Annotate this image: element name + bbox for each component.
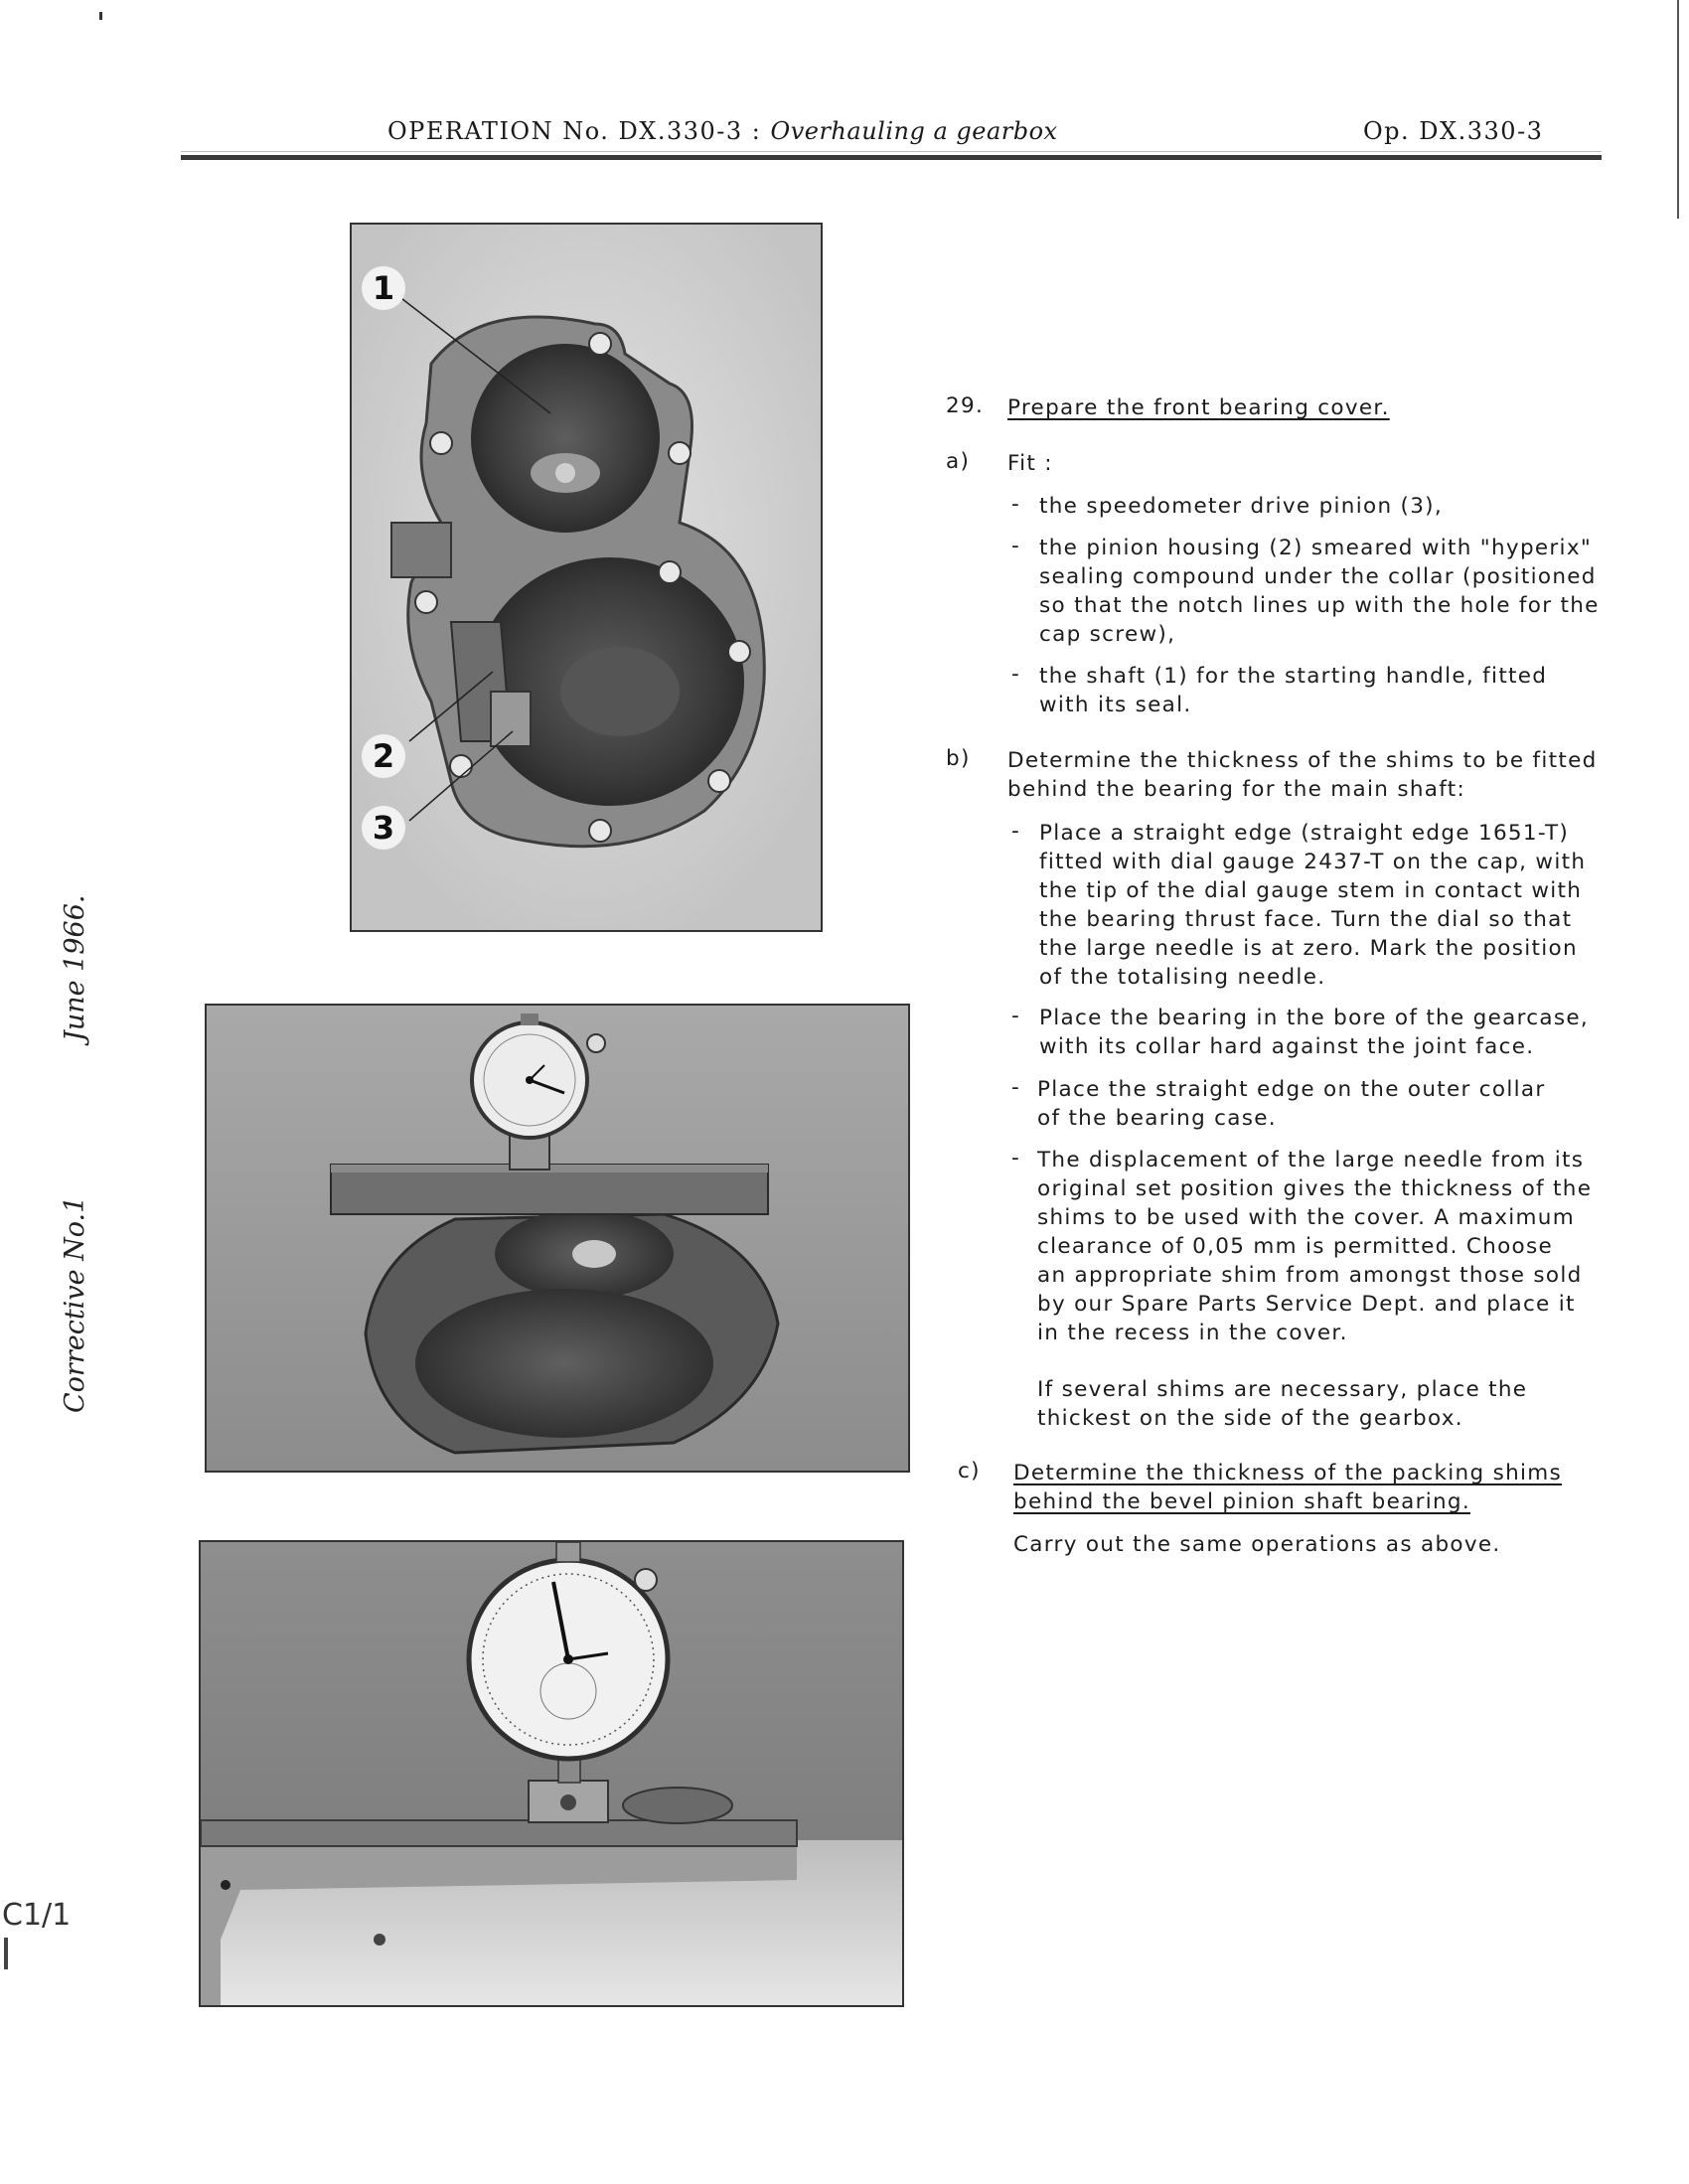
dial-gauge-on-cap-photo <box>205 1004 910 1473</box>
step-a-text: Fit : <box>1007 451 1053 476</box>
step-c-title-line-2: behind the bevel pinion shaft bearing. <box>1013 1489 1470 1514</box>
step-b-item-4-line-4: clearance of 0,05 mm is permitted. Choose <box>1037 1234 1554 1259</box>
step-b-note-line-2: thickest on the side of the gearbox. <box>1037 1406 1463 1431</box>
scan-speck <box>99 12 102 20</box>
dial-gauge-closeup-photo <box>199 1540 904 2007</box>
step-b-text-line-2: behind the bearing for the main shaft: <box>1007 777 1466 802</box>
bullet-dash: - <box>1011 662 1019 687</box>
step-b-item-1-line-1: Place a straight edge (straight edge 1651-T) <box>1039 821 1570 846</box>
step-b-label: b) <box>946 746 971 771</box>
step-a-item-2-line-3: so that the notch lines up with the hole for the <box>1039 593 1600 618</box>
header-op-code: Op. DX.330-3 <box>1363 117 1544 145</box>
step-b-item-3-line-2: of the bearing case. <box>1037 1106 1277 1131</box>
step-29-title: Prepare the front bearing cover. <box>1007 395 1390 420</box>
step-b-item-2-line-2: with its collar hard against the joint face. <box>1039 1034 1535 1059</box>
margin-date: June 1966. <box>60 894 90 1041</box>
step-c-title-line-1: Determine the thickness of the packing shims <box>1013 1461 1563 1485</box>
callout-1: 1 <box>372 269 395 307</box>
step-a-item-2-line-4: cap screw), <box>1039 622 1176 647</box>
step-b-item-1-line-2: fitted with dial gauge 2437-T on the cap, with <box>1039 850 1587 874</box>
step-b-item-1-line-6: of the totalising needle. <box>1039 965 1326 990</box>
step-b-item-1-line-3: the tip of the dial gauge stem in contact with <box>1039 878 1583 903</box>
step-b-item-4-line-1: The displacement of the large needle from its <box>1037 1148 1585 1172</box>
step-b-item-3-line-1: Place the straight edge on the outer collar <box>1037 1077 1546 1102</box>
bullet-dash: - <box>1011 1075 1019 1100</box>
step-b-text-line-1: Determine the thickness of the shims to be fitted <box>1007 748 1598 773</box>
step-a-label: a) <box>946 449 971 474</box>
header-operation-number: OPERATION No. DX.330-3 : <box>387 117 762 145</box>
step-a-item-2-line-2: sealing compound under the collar (positioned <box>1039 564 1597 589</box>
step-c-label: c) <box>958 1459 981 1483</box>
callout-2: 2 <box>372 737 395 775</box>
step-a-item-2-line-1: the pinion housing (2) smeared with "hyperix" <box>1039 536 1593 560</box>
margin-corrective: Corrective No.1 <box>60 1195 90 1413</box>
bullet-dash: - <box>1011 534 1019 558</box>
bullet-dash: - <box>1011 819 1019 844</box>
page-code: C1/1 <box>2 1898 72 1933</box>
step-b-item-4-line-6: by our Spare Parts Service Dept. and place it <box>1037 1292 1576 1317</box>
step-29-number: 29. <box>946 393 985 418</box>
header-title: Overhauling a gearbox <box>770 117 1058 145</box>
step-a-item-1-line-1: the speedometer drive pinion (3), <box>1039 494 1443 519</box>
header-rule <box>181 155 1602 160</box>
scan-edge <box>1677 0 1679 219</box>
step-b-item-1-line-4: the bearing thrust face. Turn the dial so that <box>1039 907 1573 932</box>
bullet-dash: - <box>1011 492 1019 517</box>
bullet-dash: - <box>1011 1146 1019 1170</box>
step-b-item-4-line-3: shims to be used with the cover. A maximum <box>1037 1205 1575 1230</box>
header-operation <box>387 117 1058 145</box>
bearing-cover-photo <box>350 223 823 932</box>
callout-3: 3 <box>372 809 395 847</box>
step-b-item-4-line-2: original set position gives the thickness of the <box>1037 1176 1593 1201</box>
step-b-item-2-line-1: Place the bearing in the bore of the gearcase, <box>1039 1006 1590 1030</box>
bullet-dash: - <box>1011 1004 1019 1028</box>
step-b-note-line-1: If several shims are necessary, place the <box>1037 1377 1528 1402</box>
step-a-item-3-line-1: the shaft (1) for the starting handle, fitted <box>1039 664 1548 689</box>
step-c-text: Carry out the same operations as above. <box>1013 1532 1501 1557</box>
step-a-item-3-line-2: with its seal. <box>1039 693 1192 717</box>
step-b-item-4-line-5: an appropriate shim from amongst those sold <box>1037 1263 1583 1288</box>
header-rule-thin <box>181 151 1602 152</box>
step-b-item-4-line-7: in the recess in the cover. <box>1037 1321 1348 1345</box>
page-mark <box>4 1938 8 1969</box>
step-b-item-1-line-5: the large needle is at zero. Mark the position <box>1039 936 1578 961</box>
